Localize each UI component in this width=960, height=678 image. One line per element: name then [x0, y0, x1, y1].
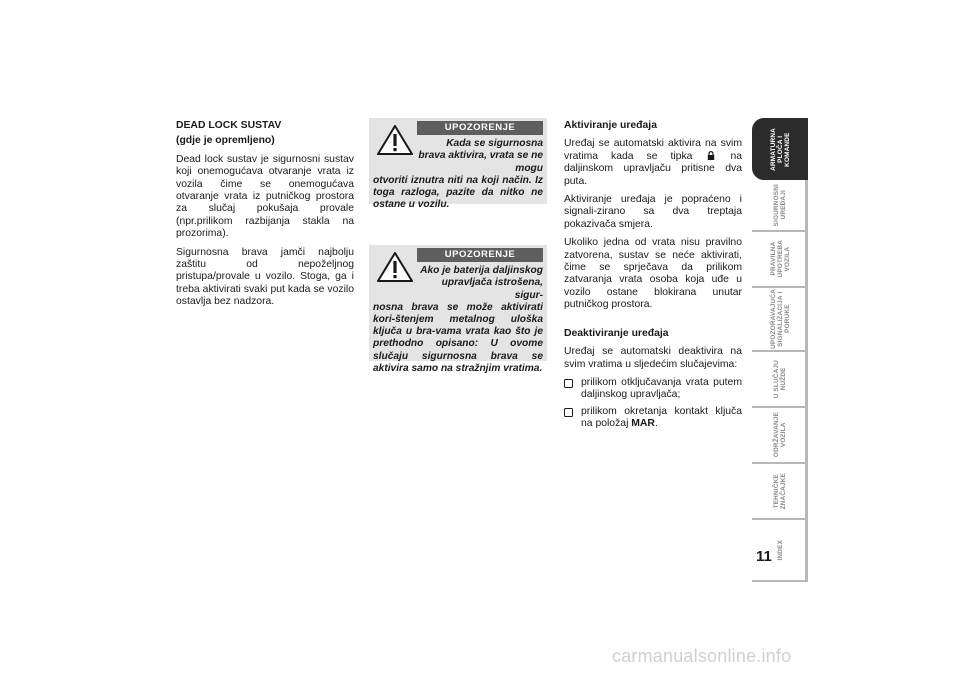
checkbox-bullet-icon	[564, 379, 573, 388]
list-item-text: prilikom otključavanja vrata putem daljinskog upravljača;	[581, 376, 742, 401]
tab-label: SIGURNOSNI UREĐAJI	[773, 183, 787, 227]
section-subtitle: (gdje je opremljeno)	[176, 135, 275, 147]
lock-icon	[707, 151, 715, 160]
paragraph: Sigurnosna brava jamči najbolju zaštitu od nepoželjnog pristupa/provale u vozilo. Stoga, ga i treba aktivirati svaki put kada se vozilo ostavlja bez nadzora.	[176, 246, 354, 308]
warning-text: Kada se sigurnosna brava aktivira, vrata se ne mogu	[418, 138, 543, 174]
right-text-column	[564, 120, 742, 435]
paragraph-text: na daljinskom upravljaču pritisne dva puta.	[564, 150, 742, 187]
tab-pravilna-upotreba[interactable]	[752, 232, 808, 288]
warning-label: UPOZORENJE	[417, 121, 543, 135]
left-text-column	[176, 120, 354, 315]
paragraph: Aktiviranje uređaja je popraćeno i signali-zirano sa dva treptaja pokazivača smjera.	[564, 194, 742, 230]
warning-text: Ako je baterija daljinskog upravljača istrošena, sigur-	[420, 265, 543, 301]
warning-triangle-icon	[377, 125, 413, 155]
warning-triangle-icon	[377, 252, 413, 282]
tab-u-slucaju-nuzde[interactable]	[752, 352, 808, 408]
list-item-text-part: .	[654, 418, 658, 430]
deactivation-heading: Deaktiviranje uređaja	[564, 327, 669, 339]
tab-label: U SLUČAJU NUŽDE	[773, 359, 787, 399]
tab-armaturna-ploca[interactable]	[752, 118, 808, 180]
tab-label: TEHNIČKE ZNAČAJKE	[773, 472, 787, 510]
tab-tehnicke-znacajke[interactable]	[752, 464, 808, 520]
checkbox-bullet-icon	[564, 408, 573, 417]
tab-label: ODRŽAVANJE VOZILA	[773, 412, 787, 458]
warning-box	[369, 118, 547, 211]
paragraph: Ukoliko jedna od vrata nisu pravilno zatvorena, sustav se neće aktivirati, čime se sprječava da prilikom zatvaranja vrata osoba koja uđe u vozilo ostane blokirana unutar putničkog prostora.	[564, 237, 742, 311]
list-item-text-part: prilikom okretanja kontakt ključa na položaj	[581, 405, 742, 430]
tab-odrzavanje-vozila[interactable]	[752, 408, 808, 464]
page-number: 11	[756, 548, 772, 565]
tab-label: PRAVILNA UPOTREBA VOZILA	[769, 240, 791, 278]
paragraph-text: Uređaj se automatski aktivira na svim vratima kada se tipka	[564, 138, 742, 162]
paragraph	[564, 138, 742, 188]
paragraph: Dead lock sustav je sigurnosni sustav koji onemogućava otvaranje vrata iz vozila čime se onemogućava otvaranje vrata iz putničkog prostora za slučaj pokušaja provale (npr.prilikom razbijanja stakla na prozorima).	[176, 153, 354, 240]
list-item	[564, 377, 742, 402]
paragraph: Uređaj se automatski deaktivira na svim vratima u sljedećim slučajevima:	[564, 346, 742, 370]
list-item-text	[581, 406, 742, 431]
warning-text: otvoriti iznutra niti na koji način. Iz toga razloga, pazite da nitko ne ostane u vozilu.	[373, 174, 543, 211]
tab-sigurnosni-uredaji[interactable]	[752, 180, 808, 232]
tab-label: ARMATURNA PLOČA I KOMANDE	[769, 127, 791, 171]
list-item	[564, 406, 742, 431]
section-title: DEAD LOCK SUSTAV	[176, 120, 282, 131]
activation-heading: Aktiviranje uređaja	[564, 120, 657, 131]
warning-label: UPOZORENJE	[417, 248, 543, 262]
tab-upozoravajuca-signalizacija[interactable]	[752, 288, 808, 352]
warning-box	[369, 245, 547, 374]
tab-label: UPOZORAVAJUĆA SIGNALIZACIJA I PORUKE	[769, 289, 791, 349]
tab-label: INDEX	[776, 539, 784, 561]
position-label: MAR	[631, 418, 655, 430]
watermark: carmanualsonline.info	[612, 646, 792, 666]
chapter-tabs	[752, 118, 808, 582]
warning-text: nosna brava se može aktivirati kori-štenjem metalnog uloška ključa u bra-vama vrata kao što je prethodno opisano: U ovome slučaju sigurnosna brava se aktivira samo na stražnjim vratima.	[373, 301, 543, 374]
